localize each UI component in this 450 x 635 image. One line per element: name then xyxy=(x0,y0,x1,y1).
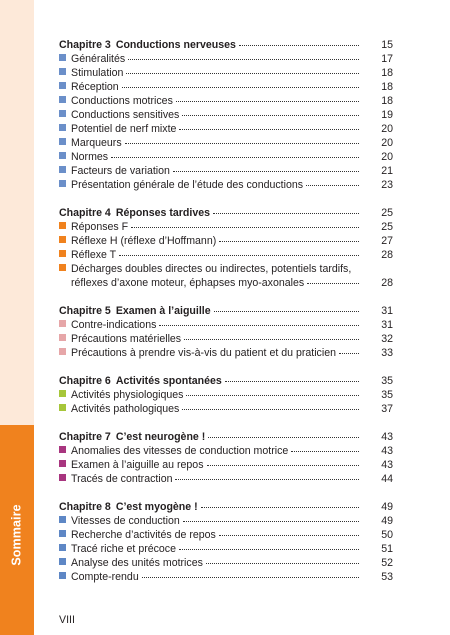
entry-text: Précautions à prendre vis-à-vis du patient et du praticien xyxy=(71,347,336,359)
chapter-heading[interactable] xyxy=(59,374,393,388)
bullet-square-icon xyxy=(59,572,66,579)
page-number: VIII xyxy=(59,614,75,626)
dot-leader xyxy=(291,451,359,452)
chapter-page: 15 xyxy=(381,39,393,51)
toc-entry[interactable] xyxy=(59,402,393,416)
dot-leader xyxy=(182,409,359,410)
toc-entry[interactable] xyxy=(59,234,393,248)
entry-text: Précautions matérielles xyxy=(71,333,182,345)
chapter-spacer xyxy=(59,360,393,374)
entry-page: 18 xyxy=(381,81,393,93)
entry-text: Compte-rendu xyxy=(71,571,139,583)
entry-text: Analyse des unités motrices xyxy=(71,557,203,569)
bullet-square-icon xyxy=(59,474,66,481)
toc-entry[interactable] xyxy=(59,220,393,234)
dot-leader xyxy=(159,325,359,326)
chapter-page: 49 xyxy=(381,501,393,513)
entry-text: Présentation générale de l’étude des conductions xyxy=(71,179,304,191)
sidebar-label: Sommaire xyxy=(10,504,24,566)
bullet-square-icon xyxy=(59,530,66,537)
dot-leader xyxy=(142,577,359,578)
dot-leader xyxy=(219,241,359,242)
dot-leader xyxy=(201,507,359,508)
chapter-heading[interactable] xyxy=(59,38,393,52)
entry-page: 52 xyxy=(381,557,393,569)
sidebar-band-light xyxy=(0,0,34,425)
entry-page: 25 xyxy=(381,221,393,233)
entry-page: 37 xyxy=(381,403,393,415)
chapter-page: 25 xyxy=(381,207,393,219)
bullet-square-icon xyxy=(59,460,66,467)
dot-leader xyxy=(131,227,359,228)
entry-page: 35 xyxy=(381,389,393,401)
bullet-square-icon xyxy=(59,264,66,271)
toc-entry[interactable] xyxy=(59,262,393,290)
toc-entry[interactable] xyxy=(59,458,393,472)
bullet-square-icon xyxy=(59,334,66,341)
dot-leader xyxy=(184,339,359,340)
entry-text: Stimulation xyxy=(71,67,124,79)
dot-leader xyxy=(225,381,359,382)
chapter-title: Examen à l’aiguille xyxy=(115,305,211,317)
bullet-square-icon xyxy=(59,544,66,551)
chapter-heading[interactable] xyxy=(59,304,393,318)
chapter-title: C’est neurogène ! xyxy=(115,431,206,443)
entry-page: 27 xyxy=(381,235,393,247)
chapter-spacer xyxy=(59,192,393,206)
toc-entry[interactable] xyxy=(59,122,393,136)
chapter-number: Chapitre 7 xyxy=(59,431,111,443)
dot-leader xyxy=(213,213,359,214)
entry-text: Facteurs de variation xyxy=(71,165,170,177)
chapter-number: Chapitre 4 xyxy=(59,207,111,219)
dot-leader xyxy=(122,87,359,88)
entry-text: Anomalies des vitesses de conduction motrice xyxy=(71,445,289,457)
dot-leader xyxy=(214,311,359,312)
bullet-square-icon xyxy=(59,180,66,187)
entry-page: 20 xyxy=(381,137,393,149)
dot-leader xyxy=(175,479,359,480)
chapter-label xyxy=(59,500,198,514)
entry-page: 49 xyxy=(381,515,393,527)
bullet-square-icon xyxy=(59,446,66,453)
sidebar-label-box xyxy=(3,470,31,600)
chapter-title: C’est myogène ! xyxy=(115,501,198,513)
entry-text-continued: réflexes d’axone moteur, éphapses myo-axonales xyxy=(71,277,305,289)
toc-entry[interactable] xyxy=(59,136,393,150)
bullet-square-icon xyxy=(59,236,66,243)
chapter-heading[interactable] xyxy=(59,430,393,444)
chapter-spacer xyxy=(59,416,393,430)
chapter-page: 31 xyxy=(381,305,393,317)
chapter-label xyxy=(59,304,211,318)
toc-entry[interactable] xyxy=(59,248,393,262)
dot-leader xyxy=(182,115,359,116)
entry-text: Conductions motrices xyxy=(71,95,173,107)
entry-text: Réponses F xyxy=(71,221,129,233)
bullet-square-icon xyxy=(59,96,66,103)
dot-leader xyxy=(339,353,359,354)
entry-text: Réflexe T xyxy=(71,249,117,261)
entry-page: 43 xyxy=(381,445,393,457)
entry-text: Vitesses de conduction xyxy=(71,515,180,527)
entry-page: 33 xyxy=(381,347,393,359)
entry-text: Conductions sensitives xyxy=(71,109,180,121)
bullet-square-icon xyxy=(59,110,66,117)
bullet-square-icon xyxy=(59,166,66,173)
toc-entry[interactable] xyxy=(59,570,393,584)
bullet-square-icon xyxy=(59,516,66,523)
chapter-title: Activités spontanées xyxy=(115,375,222,387)
dot-leader xyxy=(173,171,359,172)
toc-entry[interactable] xyxy=(59,556,393,570)
entry-page: 19 xyxy=(381,109,393,121)
entry-line-2 xyxy=(71,276,393,290)
dot-leader xyxy=(176,101,359,102)
chapter-number: Chapitre 8 xyxy=(59,501,111,513)
toc-entry[interactable] xyxy=(59,108,393,122)
dot-leader xyxy=(206,563,359,564)
dot-leader xyxy=(126,73,359,74)
toc-entry[interactable] xyxy=(59,66,393,80)
toc-entry[interactable] xyxy=(59,318,393,332)
entry-page: 28 xyxy=(381,249,393,261)
dot-leader xyxy=(183,521,359,522)
chapter-spacer xyxy=(59,290,393,304)
entry-text: Marqueurs xyxy=(71,137,122,149)
chapter-heading[interactable] xyxy=(59,500,393,514)
bullet-square-icon xyxy=(59,390,66,397)
bullet-square-icon xyxy=(59,54,66,61)
dot-leader xyxy=(307,283,359,284)
bullet-square-icon xyxy=(59,68,66,75)
dot-leader xyxy=(179,549,359,550)
dot-leader xyxy=(239,45,359,46)
dot-leader xyxy=(125,143,359,144)
entry-text: Activités physiologiques xyxy=(71,389,184,401)
entry-text: Réflexe H (réflexe d’Hoffmann) xyxy=(71,235,217,247)
dot-leader xyxy=(186,395,359,396)
entry-text: Contre-indications xyxy=(71,319,157,331)
dot-leader xyxy=(119,255,359,256)
bullet-square-icon xyxy=(59,404,66,411)
entry-text: Généralités xyxy=(71,53,126,65)
chapter-page: 43 xyxy=(381,431,393,443)
entry-page: 23 xyxy=(381,179,393,191)
entry-page: 44 xyxy=(381,473,393,485)
chapter-spacer xyxy=(59,486,393,500)
entry-page: 31 xyxy=(381,319,393,331)
dot-leader xyxy=(128,59,359,60)
bullet-square-icon xyxy=(59,250,66,257)
entry-text: Décharges doubles directes ou indirectes, potentiels tardifs, xyxy=(71,263,352,275)
entry-page: 32 xyxy=(381,333,393,345)
table-of-contents xyxy=(59,38,393,584)
entry-page: 28 xyxy=(381,277,393,289)
bullet-square-icon xyxy=(59,320,66,327)
chapter-number: Chapitre 5 xyxy=(59,305,111,317)
entry-text: Tracés de contraction xyxy=(71,473,173,485)
toc-entry[interactable] xyxy=(59,52,393,66)
dot-leader xyxy=(208,437,359,438)
toc-entry[interactable] xyxy=(59,94,393,108)
dot-leader xyxy=(306,185,359,186)
chapter-number: Chapitre 6 xyxy=(59,375,111,387)
entry-page: 18 xyxy=(381,67,393,79)
bullet-square-icon xyxy=(59,348,66,355)
toc-entry[interactable] xyxy=(59,164,393,178)
dot-leader xyxy=(207,465,360,466)
entry-text: Potentiel de nerf mixte xyxy=(71,123,177,135)
chapter-title: Conductions nerveuses xyxy=(115,39,236,51)
entry-text: Activités pathologiques xyxy=(71,403,180,415)
bullet-square-icon xyxy=(59,558,66,565)
entry-text: Réception xyxy=(71,81,119,93)
toc-entry[interactable] xyxy=(59,332,393,346)
entry-text-block xyxy=(71,262,393,290)
entry-page: 20 xyxy=(381,151,393,163)
chapter-title: Réponses tardives xyxy=(115,207,211,219)
entry-text: Tracé riche et précoce xyxy=(71,543,177,555)
dot-leader xyxy=(219,535,359,536)
toc-entry[interactable] xyxy=(59,388,393,402)
entry-page: 17 xyxy=(381,53,393,65)
dot-leader xyxy=(111,157,359,158)
toc-entry[interactable] xyxy=(59,150,393,164)
toc-entry[interactable] xyxy=(59,542,393,556)
toc-entry[interactable] xyxy=(59,80,393,94)
entry-page: 51 xyxy=(381,543,393,555)
bullet-square-icon xyxy=(59,82,66,89)
bullet-square-icon xyxy=(59,138,66,145)
chapter-label xyxy=(59,38,236,52)
entry-page: 21 xyxy=(381,165,393,177)
bullet-square-icon xyxy=(59,152,66,159)
chapter-label xyxy=(59,374,222,388)
entry-text: Recherche d’activités de repos xyxy=(71,529,216,541)
toc-entry[interactable] xyxy=(59,346,393,360)
entry-text: Normes xyxy=(71,151,109,163)
bullet-square-icon xyxy=(59,222,66,229)
entry-page: 43 xyxy=(381,459,393,471)
dot-leader xyxy=(179,129,359,130)
entry-page: 53 xyxy=(381,571,393,583)
chapter-page: 35 xyxy=(381,375,393,387)
toc-entry[interactable] xyxy=(59,472,393,486)
toc-entry[interactable] xyxy=(59,178,393,192)
bullet-square-icon xyxy=(59,124,66,131)
chapter-number: Chapitre 3 xyxy=(59,39,111,51)
chapter-label xyxy=(59,206,210,220)
entry-page: 18 xyxy=(381,95,393,107)
entry-text: Examen à l’aiguille au repos xyxy=(71,459,204,471)
entry-page: 50 xyxy=(381,529,393,541)
entry-page: 20 xyxy=(381,123,393,135)
toc-entry[interactable] xyxy=(59,444,393,458)
toc-entry[interactable] xyxy=(59,514,393,528)
chapter-label xyxy=(59,430,205,444)
chapter-heading[interactable] xyxy=(59,206,393,220)
toc-entry[interactable] xyxy=(59,528,393,542)
